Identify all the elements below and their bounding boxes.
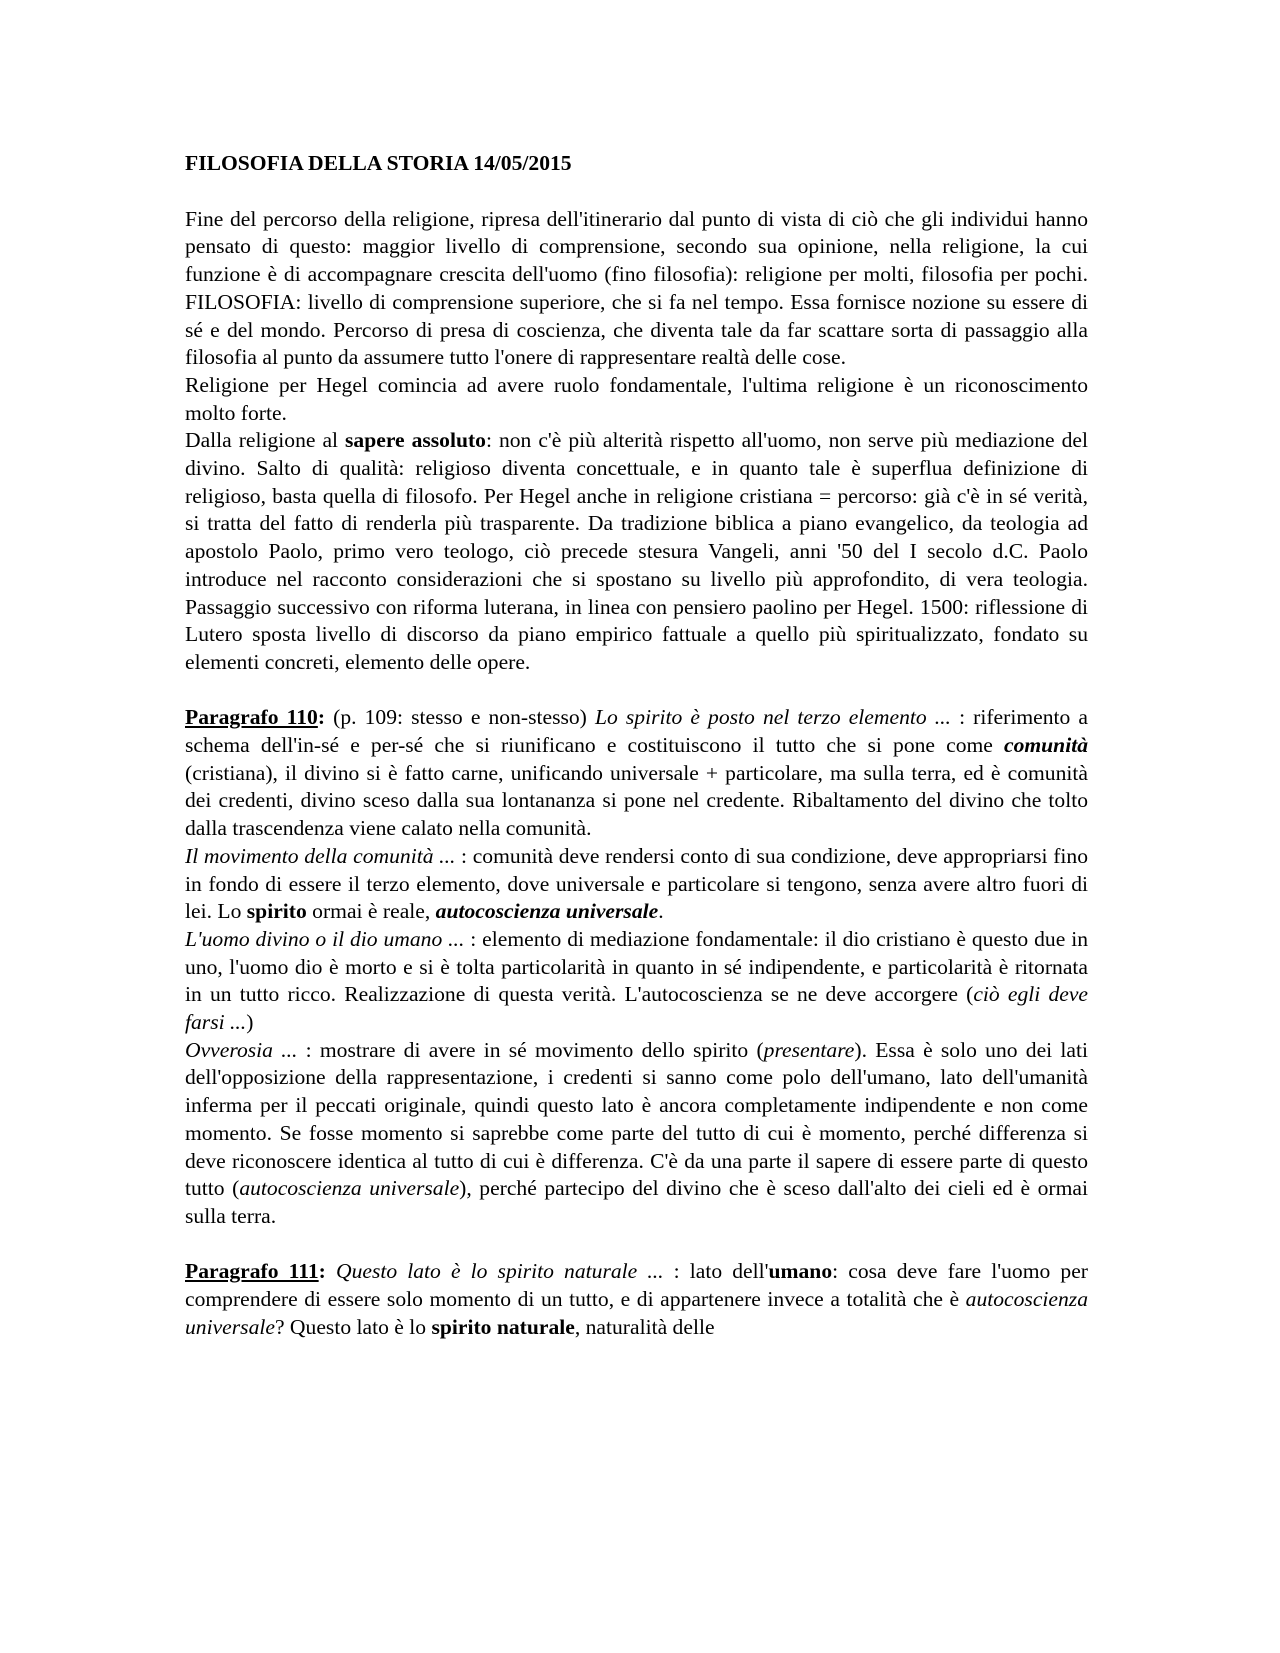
bold-term: spirito naturale [431, 1314, 575, 1339]
label-colon: : [317, 705, 326, 730]
text-run: ) [246, 1010, 254, 1035]
text-run: : elemento di mediazione fondamentale: il dio cristiano è questo due in uno, l'uomo dio è morto e si è tolta particolarità in quanto in sé indipendente, e particolarità è ritornata in un tutto ricco. Realizzazione di questa verità. L'autocoscienza se ne deve accorgere ( [185, 926, 1089, 1007]
page-title: FILOSOFIA DELLA STORIA 14/05/2015 [185, 151, 572, 175]
text-run: : mostrare di avere in sé movimento dello spirito ( [297, 1037, 764, 1062]
quoted-text: Questo lato è lo spirito naturale ... [335, 1259, 664, 1284]
text-run: Dalla religione al [185, 428, 346, 453]
paragraph-110-uomo-divino [185, 926, 1088, 1037]
quoted-text: Il movimento della comunità ... [185, 843, 456, 868]
spacer [185, 677, 1088, 705]
text-run: : comunità deve rendersi conto di sua condizione, deve appropriarsi fino in fondo di essere il terzo elemento, dove universale e particolare si tengono, senza avere altro fuori di lei. Lo [185, 843, 1088, 924]
paragraph-110-ovverosia [185, 1037, 1088, 1231]
intro-paragraph-3 [185, 427, 1088, 676]
quoted-text: Ovverosia ... [185, 1037, 298, 1062]
text-run: : riferimento a schema dell'in-sé e per-sé che si riunificano e costituiscono il tutto che si pone come [185, 705, 1088, 758]
text-run: (p. 109: stesso e non-stesso) [325, 705, 595, 730]
text-run: . [658, 899, 664, 924]
italic-term: autocoscienza universale [185, 1287, 1088, 1339]
text-run: : cosa deve fare l'uomo per comprendere di essere solo momento di un tutto, e di appartenere invece a totalità che è [185, 1259, 1088, 1312]
italic-term: autocoscienza universale [239, 1176, 460, 1201]
spacer [185, 1231, 1088, 1259]
italic-term: presentare [763, 1037, 855, 1062]
paragraph-110-movimento [185, 843, 1088, 926]
bold-term: sapere assoluto [345, 428, 486, 453]
section-label: Paragrafo 110 [185, 705, 318, 730]
bold-italic-term: autocoscienza universale [435, 899, 659, 924]
section-label: Paragrafo 111 [185, 1259, 319, 1284]
text-run: ). Essa è solo uno dei lati dell'opposizione della rappresentazione, i credenti si sanno come polo dell'umano, lato dell'umanità inferma per il peccati originale, quindi questo lato è ancora completamente indipendente e non come momento. Se fosse momento si saprebbe come parte del tutto di cui è momento, perché differenza si deve riconoscere identica al tutto di cui è differenza. C'è da una parte il sapere di essere parte di questo tutto ( [185, 1037, 1088, 1201]
quoted-text: ciò egli deve farsi ... [185, 982, 1088, 1035]
text-run: : non c'è più alterità rispetto all'uomo, non serve più mediazione del divino. Salto di qualità: religioso diventa concettuale, e in quanto tale è superflua definizione di religioso, basta quella di filosofo. Per Hegel anche in religione cristiana = percorso: già c'è in sé verità, si tratta del fatto di renderla più trasparente. Da tradizione biblica a piano evangelico, da teologia ad apostolo Paolo, primo vero teologo, ciò precede stesura Vangeli, anni '50 del I secolo d.C. Paolo introduce nel racconto considerazioni che si spostano su livello più approfondito, di vera teologia. Passaggio successivo con riforma luterana, in linea con pensiero paolino per Hegel. 1500: riflessione di Lutero sposta livello di discorso da piano empirico fattuale a quello più spiritualizzato, fondato su elementi concreti, elemento delle opere. [185, 428, 1088, 674]
intro-paragraph-2: Religione per Hegel comincia ad avere ruolo fondamentale, l'ultima religione è un riconoscimento molto forte. [185, 372, 1088, 425]
text-run: ormai è reale, [306, 899, 436, 924]
document-page [185, 150, 1088, 1342]
label-colon: : [318, 1259, 326, 1284]
quoted-text: L'uomo divino o il dio umano ... [185, 926, 465, 951]
bold-term: spirito [246, 899, 307, 924]
quoted-text: Lo spirito è posto nel terzo elemento ... [594, 705, 951, 730]
text-run: , naturalità delle [574, 1314, 715, 1339]
text-run: (cristiana), il divino si è fatto carne, unificando universale + particolare, ma sulla terra, ed è comunità dei credenti, divino sceso dalla sua lontananza si pone nel credente. Ribaltamento del divino che tolto dalla trascendenza viene calato nella comunità. [185, 760, 1088, 841]
paragraph-111 [185, 1258, 1088, 1341]
text-run: : lato dell' [663, 1259, 769, 1284]
paragraph-110 [185, 704, 1088, 843]
bold-italic-term: comunità [1004, 733, 1088, 758]
text-run: ? Questo lato è lo [274, 1314, 432, 1339]
text-run: ), perché partecipo del divino che è sceso dall'alto dei cieli ed è ormai sulla terra. [185, 1176, 1088, 1228]
intro-paragraph-1: Fine del percorso della religione, ripresa dell'itinerario dal punto di vista di ciò che gli individui hanno pensato di questo: maggior livello di comprensione, secondo sua opinione, nella religione, la cui funzione è di accompagnare crescita dell'uomo (fino filosofia): religione per molti, filosofia per pochi. FILOSOFIA: livello di comprensione superiore, che si fa nel tempo. Essa fornisce nozione su essere di sé e del mondo. Percorso di presa di coscienza, che diventa tale da far scattare sorta di passaggio alla filosofia al punto da assumere tutto l'onere di rappresentare realtà delle cose. [185, 206, 1088, 370]
bold-term: umano [768, 1259, 833, 1284]
